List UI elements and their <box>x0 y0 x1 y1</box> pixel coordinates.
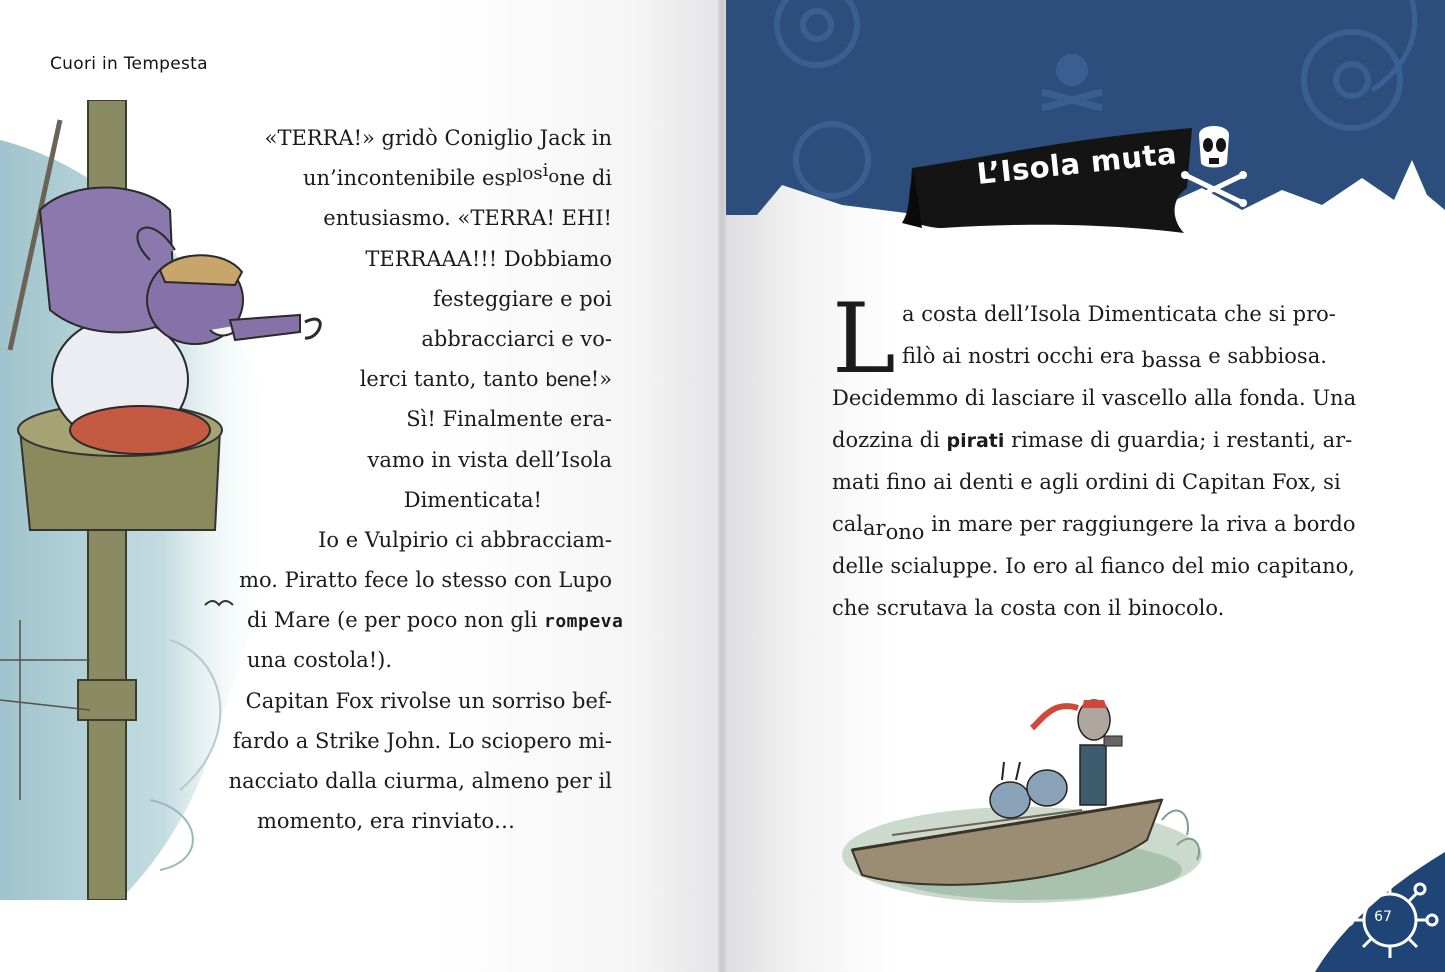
text-line: Decidemmo di lasciare il vascello alla fonda. Una <box>832 386 1357 410</box>
text-line: delle scialuppe. Io ero al fianco del mio capitano, <box>832 554 1355 578</box>
text-line: Io e Vulpirio ci abbracciam- <box>318 527 612 552</box>
text-line: nacciato dalla ciurma, almeno per il <box>228 769 612 793</box>
text-line: filò ai nostri occhi era bassa e sabbiosa. <box>902 344 1327 372</box>
text-line: Sì! Finalmente era- <box>406 407 612 432</box>
text-line: che scrutava la costa con il binocolo. <box>832 596 1225 620</box>
text-line: entusiasmo. «TERRA! EHI! <box>323 206 612 231</box>
page-number: 67 <box>1374 909 1392 925</box>
text-line: fardo a Strike John. Lo sciopero mi- <box>232 728 612 753</box>
text-line: lerci tanto, tanto bene!» <box>359 367 612 392</box>
wavy-word: calarono <box>832 512 925 544</box>
wavy-word: bassa <box>1141 348 1202 372</box>
right-body-text <box>832 283 1357 629</box>
text-line: Capitan Fox rivolse un sorriso bef- <box>245 688 612 713</box>
text-line: a costa dell’Isola Dimenticata che si pro- <box>902 302 1336 326</box>
running-head: Cuori in Tempesta <box>50 54 208 74</box>
skull-crossbones-icon <box>1177 125 1252 210</box>
text-line: TERRAAA!!! Dobbiamo <box>365 246 612 271</box>
text-line: vamo in vista dell’Isola <box>367 447 612 472</box>
text-line: calarono in mare per raggiungere la riva a bordo <box>832 512 1356 544</box>
text-line: Dimenticata! <box>403 487 542 512</box>
text-line: una costola!). <box>247 648 393 673</box>
rowboat-illustration <box>832 650 1212 920</box>
chapter-title: L’Isola muta <box>975 136 1179 191</box>
right-page <box>722 0 1445 972</box>
text-line: momento, era rinviato… <box>257 809 515 834</box>
book-gutter <box>718 0 726 972</box>
text-line: abbracciarci e vo- <box>421 326 612 351</box>
bold-word: pirati <box>946 430 1005 452</box>
left-page <box>0 0 722 972</box>
effect-word: rompeva <box>543 611 624 633</box>
text-line: di Mare (e per poco non gli rompeva <box>247 608 624 633</box>
left-body-text <box>225 118 624 841</box>
text-line: un’incontenibile esplosione di <box>303 160 612 191</box>
handwritten-word: bene <box>545 369 591 392</box>
text-line: mo. Piratto fece lo stesso con Lupo <box>239 568 612 593</box>
text-line: mati fino ai denti e agli ordini di Capitan Fox, si <box>832 470 1341 494</box>
drop-cap: L <box>832 283 896 395</box>
text-line: festeggiare e poi <box>432 286 612 311</box>
wavy-word: esplosione <box>482 160 586 191</box>
text-line: «TERRA!» gridò Coniglio Jack in <box>264 126 612 150</box>
page-corner-wheel <box>1315 842 1445 972</box>
text-line: dozzina di pirati rimase di guardia; i restanti, ar- <box>832 428 1353 452</box>
